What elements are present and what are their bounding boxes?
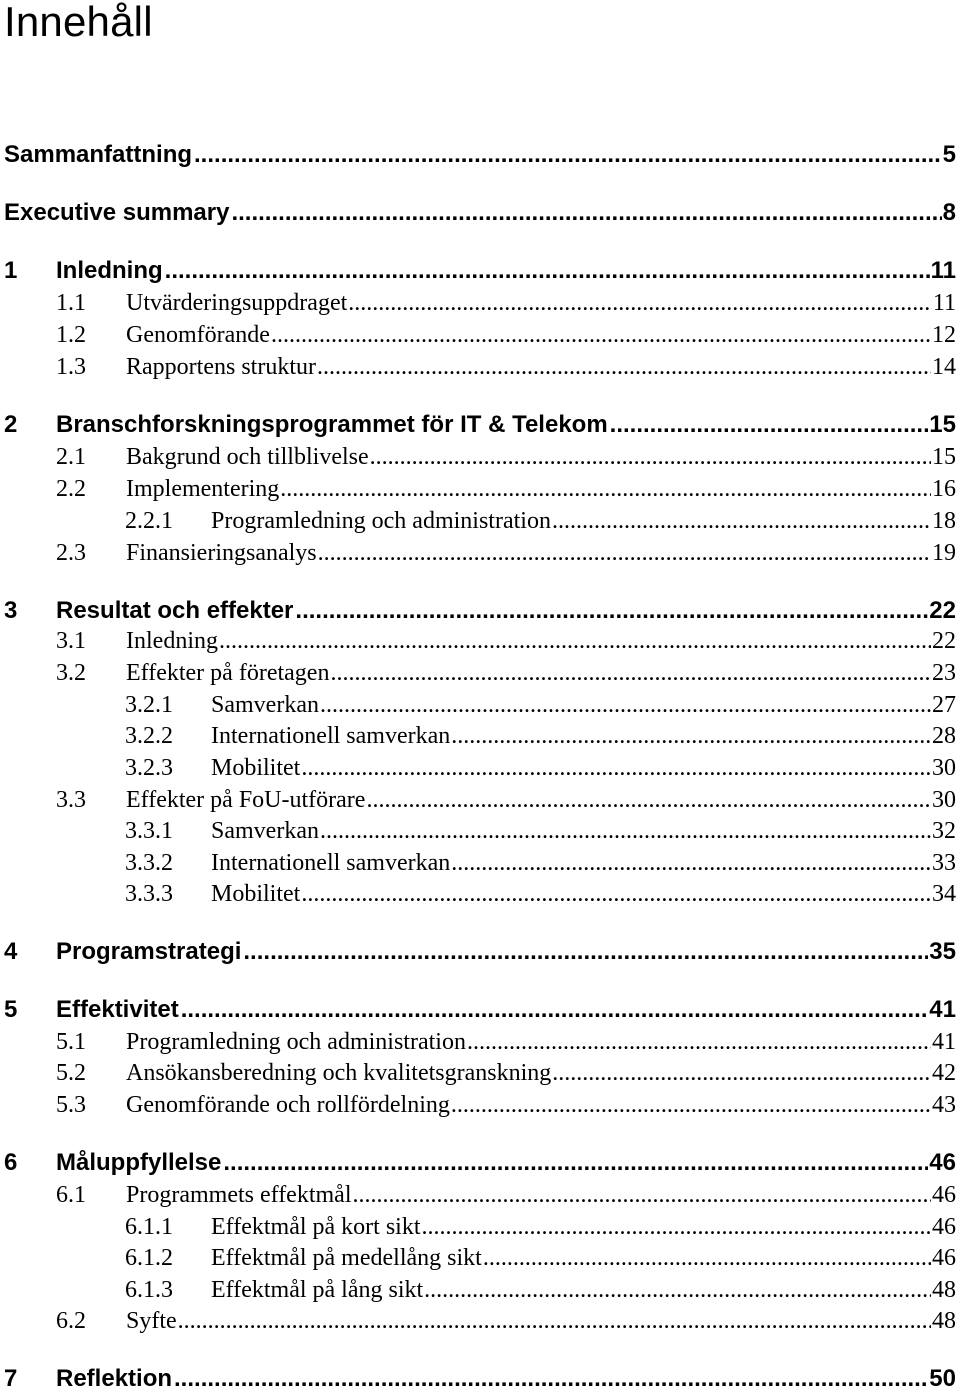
toc-entry-page-number: 15 [932, 444, 956, 470]
dot-leader [320, 816, 931, 846]
dot-leader [178, 1306, 931, 1336]
toc-entry-page-number: 35 [929, 938, 956, 965]
toc-entry-page-number: 42 [932, 1060, 956, 1086]
toc-entry[interactable] [4, 1148, 956, 1178]
toc-entry-title: Executive summary [4, 199, 230, 226]
dot-leader [301, 879, 931, 909]
dot-leader [318, 538, 931, 568]
toc-entry-number: 3.2 [56, 660, 86, 686]
toc-entry[interactable] [125, 1212, 956, 1242]
toc-entry-page-number: 8 [942, 199, 956, 226]
toc-entry-title: Mobilitet [211, 755, 301, 781]
dot-leader [317, 352, 931, 382]
toc-entry-number: 3.3.3 [125, 881, 173, 907]
toc-entry-title: Effekter på företagen [126, 660, 330, 686]
dot-leader [174, 1364, 928, 1394]
dot-leader [348, 288, 932, 318]
dot-leader [424, 1275, 931, 1305]
toc-entry-number: 3.2.3 [125, 755, 173, 781]
dot-leader [231, 198, 941, 228]
toc-entry-title: Måluppfyllelse [56, 1149, 222, 1176]
dot-leader [223, 1148, 928, 1178]
toc-entry-page-number: 46 [929, 1149, 956, 1176]
toc-entry-title: Samverkan [211, 818, 319, 844]
toc-entry-page-number: 41 [932, 1029, 956, 1055]
toc-entry-page-number: 22 [932, 628, 956, 654]
toc-entry-page-number: 22 [929, 597, 956, 624]
toc-entry[interactable] [56, 658, 956, 688]
dot-leader [330, 658, 931, 688]
toc-entry-page-number: 48 [932, 1277, 956, 1303]
toc-entry-number: 6 [4, 1149, 18, 1176]
dot-leader [552, 506, 931, 536]
toc-entry[interactable] [125, 816, 956, 846]
toc-entry-title: Effektmål på medellång sikt [211, 1245, 482, 1271]
toc-entry-title: Effektmål på kort sikt [211, 1214, 421, 1240]
toc-entry-number: 2 [4, 411, 18, 438]
toc-entry-page-number: 32 [932, 818, 956, 844]
toc-entry[interactable] [125, 848, 956, 878]
toc-entry[interactable] [56, 1090, 956, 1120]
toc-entry-page-number: 5 [942, 141, 956, 168]
toc-entry-title: Programstrategi [56, 938, 242, 965]
dot-leader [165, 256, 930, 286]
toc-entry-title: Effektmål på lång sikt [211, 1277, 424, 1303]
toc-entry-page-number: 33 [932, 850, 956, 876]
toc-entry-number: 2.3 [56, 540, 86, 566]
toc-entry[interactable] [56, 538, 956, 568]
toc-entry-page-number: 46 [932, 1245, 956, 1271]
toc-entry[interactable] [4, 596, 956, 626]
toc-entry-number: 1 [4, 257, 18, 284]
dot-leader [353, 1180, 932, 1210]
toc-entry[interactable] [125, 506, 956, 536]
toc-entry-page-number: 19 [932, 540, 956, 566]
toc-entry-number: 6.2 [56, 1308, 86, 1334]
toc-entry-title: Mobilitet [211, 881, 301, 907]
dot-leader [483, 1243, 931, 1273]
toc-entry-page-number: 14 [932, 354, 956, 380]
toc-entry-title: Programledning och administration [126, 1029, 466, 1055]
toc-entry[interactable] [125, 690, 956, 720]
toc-entry-number: 2.2 [56, 476, 86, 502]
toc-entry-number: 3.2.2 [125, 723, 173, 749]
dot-leader [467, 1027, 931, 1057]
toc-entry-page-number: 11 [932, 290, 956, 316]
toc-entry[interactable] [4, 198, 956, 228]
toc-entry[interactable] [125, 721, 956, 751]
toc-entry-number: 3.1 [56, 628, 86, 654]
toc-entry-number: 3.3.1 [125, 818, 173, 844]
toc-entry-page-number: 23 [932, 660, 956, 686]
toc-entry-title: Effekter på FoU-utförare [126, 787, 366, 813]
toc-entry-page-number: 16 [932, 476, 956, 502]
toc-entry-title: Effektivitet [56, 996, 179, 1023]
toc-entry-number: 3 [4, 597, 18, 624]
toc-entry-number: 1.1 [56, 290, 86, 316]
toc-entry-page-number: 48 [932, 1308, 956, 1334]
toc-entry-title: Samverkan [211, 692, 319, 718]
dot-leader [320, 690, 931, 720]
toc-entry[interactable] [56, 442, 956, 472]
toc-entry-title: Utvärderingsuppdraget [126, 290, 348, 316]
toc-entry[interactable] [56, 1027, 956, 1057]
toc-entry[interactable] [4, 140, 956, 170]
toc-entry-title: Resultat och effekter [56, 597, 294, 624]
toc-entry[interactable] [56, 785, 956, 815]
dot-leader [295, 596, 928, 626]
toc-entry-title: Inledning [126, 628, 218, 654]
toc-entry-page-number: 43 [932, 1092, 956, 1118]
toc-entry-page-number: 15 [929, 411, 956, 438]
toc-entry[interactable] [56, 352, 956, 382]
toc-entry[interactable] [4, 937, 956, 967]
toc-entry-number: 5.1 [56, 1029, 86, 1055]
dot-leader [451, 1090, 931, 1120]
toc-entry-number: 7 [4, 1365, 18, 1392]
toc-entry[interactable] [56, 474, 956, 504]
toc-entry[interactable] [56, 1058, 956, 1088]
dot-leader [280, 474, 931, 504]
toc-entry-number: 1.3 [56, 354, 86, 380]
dot-leader [370, 442, 931, 472]
toc-entry-number: 3.3 [56, 787, 86, 813]
toc-entry[interactable] [4, 1364, 956, 1394]
toc-entry-page-number: 28 [932, 723, 956, 749]
toc-entry-title: Programmets effektmål [126, 1182, 352, 1208]
dot-leader [422, 1212, 931, 1242]
dot-leader [552, 1058, 931, 1088]
toc-entry-number: 5 [4, 996, 18, 1023]
toc-entry-number: 6.1.3 [125, 1277, 173, 1303]
toc-entry-title: Syfte [126, 1308, 177, 1334]
toc-entry-number: 2.2.1 [125, 508, 173, 534]
toc-entry[interactable] [125, 1275, 956, 1305]
toc-entry-page-number: 30 [932, 787, 956, 813]
toc-entry[interactable] [4, 410, 956, 440]
dot-leader [219, 626, 931, 656]
toc-entry-number: 3.3.2 [125, 850, 173, 876]
toc-entry[interactable] [125, 1243, 956, 1273]
toc-entry-number: 4 [4, 938, 18, 965]
toc-entry-page-number: 41 [929, 996, 956, 1023]
toc-entry-title: Implementering [126, 476, 280, 502]
toc-entry-number: 6.1.1 [125, 1214, 173, 1240]
toc-entry-page-number: 30 [932, 755, 956, 781]
dot-leader [194, 140, 942, 170]
toc-entry-title: Branschforskningsprogrammet för IT & Telekom [56, 411, 608, 438]
dot-leader [451, 721, 931, 751]
toc-entry-title: Internationell samverkan [211, 850, 451, 876]
toc-entry-title: Ansökansberedning och kvalitetsgranskning [126, 1060, 552, 1086]
toc-entry-title: Finansieringsanalys [126, 540, 317, 566]
toc-entry-number: 2.1 [56, 444, 86, 470]
toc-entry-title: Programledning och administration [211, 508, 551, 534]
toc-entry-page-number: 11 [930, 257, 956, 284]
toc-entry-title: Sammanfattning [4, 141, 193, 168]
toc-entry-page-number: 34 [932, 881, 956, 907]
toc-entry[interactable] [56, 1180, 956, 1210]
dot-leader [610, 410, 929, 440]
dot-leader [181, 995, 929, 1025]
toc-entry[interactable] [56, 288, 956, 318]
toc-entry[interactable] [56, 320, 956, 350]
toc-entry-title: Genomförande och rollfördelning [126, 1092, 450, 1118]
toc-entry-number: 6.1.2 [125, 1245, 173, 1271]
toc-entry[interactable] [56, 626, 956, 656]
toc-entry[interactable] [4, 995, 956, 1025]
dot-leader [366, 785, 931, 815]
dot-leader [271, 320, 931, 350]
toc-entry[interactable] [125, 753, 956, 783]
dot-leader [451, 848, 931, 878]
toc-entry-number: 5.2 [56, 1060, 86, 1086]
toc-entry-title: Reflektion [56, 1365, 173, 1392]
toc-entry-number: 5.3 [56, 1092, 86, 1118]
dot-leader [301, 753, 931, 783]
toc-entry-page-number: 18 [932, 508, 956, 534]
toc-entry-title: Internationell samverkan [211, 723, 451, 749]
toc-entry-number: 1.2 [56, 322, 86, 348]
toc-entry-page-number: 27 [932, 692, 956, 718]
toc-entry[interactable] [125, 879, 956, 909]
toc-entry-page-number: 50 [929, 1365, 956, 1392]
toc-entry[interactable] [56, 1306, 956, 1336]
toc-entry-title: Genomförande [126, 322, 270, 348]
toc-entry-page-number: 12 [932, 322, 956, 348]
toc-entry-number: 3.2.1 [125, 692, 173, 718]
toc-entry-page-number: 46 [932, 1214, 956, 1240]
toc-entry-title: Rapportens struktur [126, 354, 316, 380]
toc-entry-number: 6.1 [56, 1182, 86, 1208]
toc-entry-title: Bakgrund och tillblivelse [126, 444, 369, 470]
toc-entry[interactable] [4, 256, 956, 286]
toc-entry-page-number: 46 [932, 1182, 956, 1208]
toc-entry-title: Inledning [56, 257, 163, 284]
dot-leader [243, 937, 928, 967]
page-title: Innehåll [4, 0, 153, 45]
